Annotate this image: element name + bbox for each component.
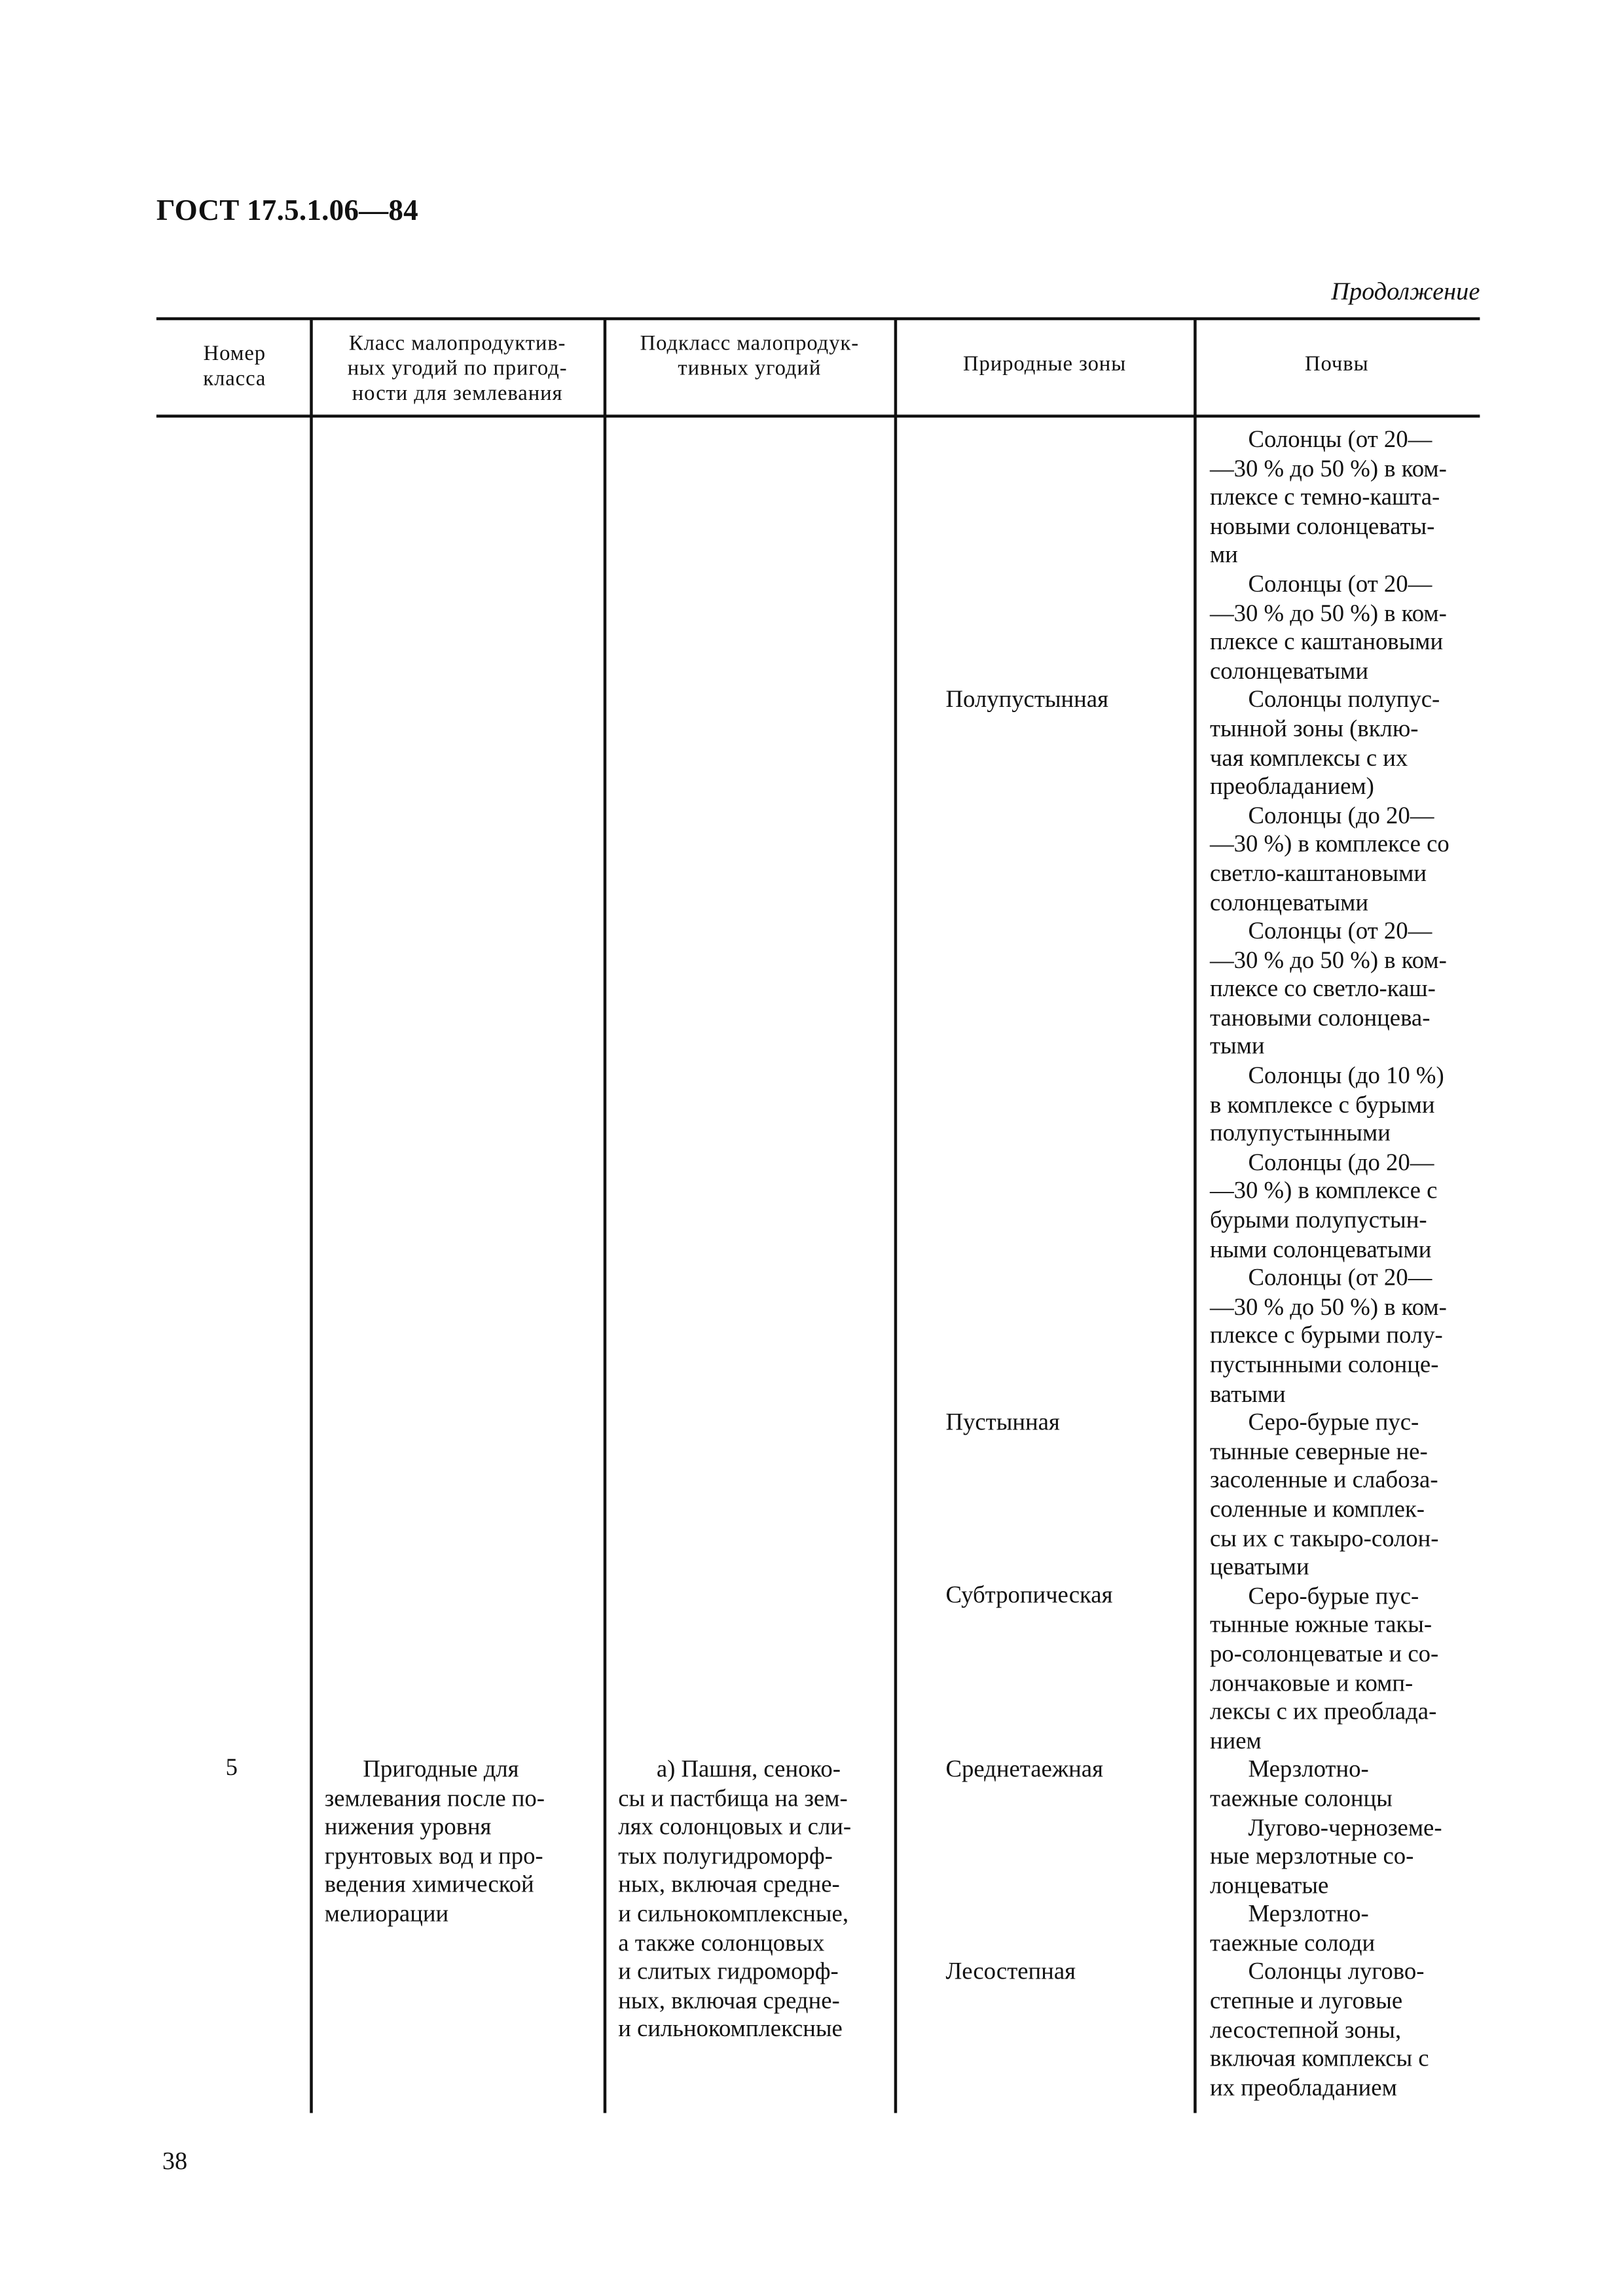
soil-entry: Солонцы (от 20— —30 % до 50 %) в ком- плексе с темно-кашта- новыми солонцеваты- ми xyxy=(1209,425,1447,569)
soil-entry: Мерзлотно- таежные солонцы xyxy=(1209,1755,1393,1812)
class-name: Пригодные для землевания после по- нижения уровня грунтовых вод и про- ведения химической мелиорации xyxy=(324,1754,545,1928)
column-divider-3 xyxy=(894,319,897,2113)
soil-entry: Солонцы (от 20— —30 % до 50 %) в ком- плексе с каштановыми солонцеватыми xyxy=(1209,569,1447,685)
column-divider-4 xyxy=(1194,319,1196,2113)
header-bottom-border xyxy=(156,415,1480,418)
header-natural-zones: Природные зоны xyxy=(963,352,1127,376)
zone-desert: Пустынная xyxy=(945,1407,1060,1436)
soil-entry: Солонцы (до 10 %) в комплексе с бурыми полупустынными xyxy=(1209,1061,1444,1147)
soil-entry: Солонцы (от 20— —30 % до 50 %) в ком- плексе со светло-каш- тановыми солонцева- тыми xyxy=(1209,916,1447,1060)
soil-entry: Мерзлотно- таежные солоди xyxy=(1209,1899,1376,1957)
header-class-number: Номер класса xyxy=(203,342,266,391)
header-subclass: Подкласс малопродук- тивных угодий xyxy=(640,332,860,381)
soil-entry: Солонцы полупус- тынной зоны (вклю- чая комплексы с их преобладанием) xyxy=(1209,685,1440,800)
column-divider-1 xyxy=(310,319,312,2113)
soil-entry: Серо-бурые пус- тынные южные такы- ро-солонцеватые и со- лончаковые и комп- лексы с их преоблада- нием xyxy=(1209,1581,1439,1754)
column-divider-2 xyxy=(604,319,606,2113)
subclass-text: а) Пашня, сеноко- сы и пастбища на зем- лях солонцовых и сли- тых полугидроморф- ных, включая средне- и сильнокомплексные, а также солонцовых и слитых гидроморф- ных, включая средне- и сильнокомплексные xyxy=(618,1754,852,2043)
page-number: 38 xyxy=(162,2147,188,2176)
zone-middle-taiga: Среднетаежная xyxy=(945,1754,1103,1783)
zone-forest-steppe: Лесостепная xyxy=(945,1956,1076,1985)
class-number-value: 5 xyxy=(225,1753,238,1782)
table-top-border xyxy=(156,317,1480,321)
soil-entry: Солонцы (до 20— —30 %) в комплексе с бурыми полупустын- ными солонцеватыми xyxy=(1209,1147,1438,1263)
continuation-label: Продолжение xyxy=(1331,277,1480,306)
zone-subtropical: Субтропическая xyxy=(945,1580,1113,1609)
soil-entry: Лугово-черноземе- ные мерзлотные со- лонцеватые xyxy=(1209,1812,1442,1899)
soils-column xyxy=(1210,425,1480,2102)
soil-entry: Солонцы (от 20— —30 % до 50 %) в ком- плексе с бурыми полу- пустынными солонце- ватыми xyxy=(1209,1263,1447,1407)
document-header: ГОСТ 17.5.1.06—84 xyxy=(156,194,418,228)
soil-entry: Серо-бурые пус- тынные северные не- засоленные и слабоза- соленные и комплек- сы их с такыро-солон- цеватыми xyxy=(1209,1408,1439,1581)
zone-semidesert: Полупустынная xyxy=(945,685,1108,713)
header-soils: Почвы xyxy=(1305,352,1369,376)
soil-entry: Солонцы (до 20— —30 %) в комплексе со светло-каштановыми солонцеватыми xyxy=(1209,800,1450,916)
header-class: Класс малопродуктив- ных угодий по пригод- ности для землевания xyxy=(347,332,568,406)
soil-entry: Солонцы лугово- степные и луговые лесостепной зоны, включая комплексы с их преобладанием xyxy=(1209,1957,1429,2102)
